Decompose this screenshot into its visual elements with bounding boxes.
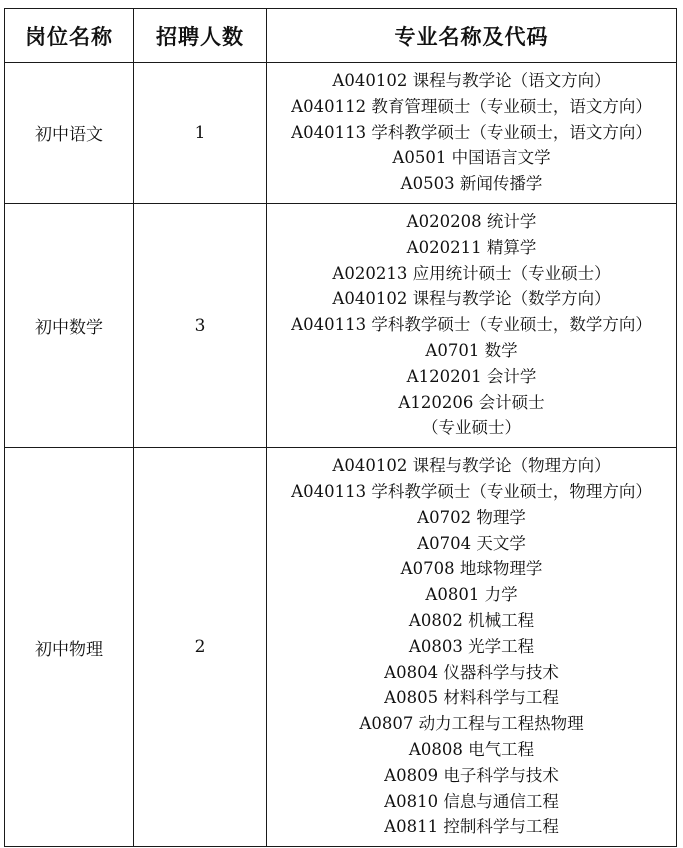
major-item: （专业硕士） — [422, 418, 521, 438]
major-item: A0808 电气工程 — [408, 739, 535, 759]
majors-cell — [267, 63, 677, 204]
major-item: A040113 学科教学硕士（专业硕士，物理方向） — [291, 481, 652, 501]
major-item: A040102 课程与教学论（数学方向） — [332, 289, 611, 309]
major-item: A040102 课程与教学论（物理方向） — [332, 456, 611, 476]
majors-cell — [267, 203, 677, 447]
major-item: A0701 数学 — [425, 340, 518, 360]
major-item: A040113 学科教学硕士（专业硕士，数学方向） — [291, 315, 652, 335]
major-item: A0801 力学 — [425, 585, 518, 605]
major-item: A0803 光学工程 — [408, 636, 535, 656]
position-cell: 初中数学 — [5, 203, 134, 447]
recruitment-table — [4, 8, 677, 847]
major-item: A0804 仪器科学与技术 — [384, 662, 559, 682]
majors-cell — [267, 448, 677, 847]
major-item: A040112 教育管理硕士（专业硕士，语文方向） — [291, 96, 652, 116]
header-row — [5, 9, 677, 63]
count-cell: 3 — [134, 203, 267, 447]
major-item: A040113 学科教学硕士（专业硕士，语文方向） — [291, 122, 652, 142]
major-item: A0702 物理学 — [417, 507, 526, 527]
table-row — [5, 63, 677, 204]
major-item: A0802 机械工程 — [408, 610, 535, 630]
major-item: A0708 地球物理学 — [400, 559, 543, 579]
major-item: A0501 中国语言文学 — [392, 148, 551, 168]
header-majors: 专业名称及代码 — [267, 9, 677, 63]
header-position: 岗位名称 — [5, 9, 134, 63]
major-item: A120206 会计硕士 — [398, 392, 545, 412]
major-item: A040102 课程与教学论（语文方向） — [332, 71, 611, 90]
table-row — [5, 203, 677, 447]
major-item: A0503 新闻传播学 — [400, 174, 543, 194]
major-item: A0810 信息与通信工程 — [384, 791, 559, 811]
major-item: A020211 精算学 — [406, 237, 537, 257]
position-cell: 初中语文 — [5, 63, 134, 204]
count-cell: 2 — [134, 448, 267, 847]
major-item: A120201 会计学 — [406, 366, 537, 386]
major-item: A020208 统计学 — [406, 211, 537, 231]
major-item: A0805 材料科学与工程 — [384, 688, 559, 708]
count-cell: 1 — [134, 63, 267, 204]
major-item: A020213 应用统计硕士（专业硕士） — [332, 263, 611, 283]
table-body — [5, 63, 677, 847]
major-item: A0811 控制科学与工程 — [384, 817, 559, 837]
table-row — [5, 448, 677, 847]
major-item: A0704 天文学 — [417, 533, 526, 553]
major-item: A0809 电子科学与技术 — [384, 765, 559, 785]
major-item: A0807 动力工程与工程热物理 — [359, 714, 584, 734]
header-count: 招聘人数 — [134, 9, 267, 63]
position-cell: 初中物理 — [5, 448, 134, 847]
